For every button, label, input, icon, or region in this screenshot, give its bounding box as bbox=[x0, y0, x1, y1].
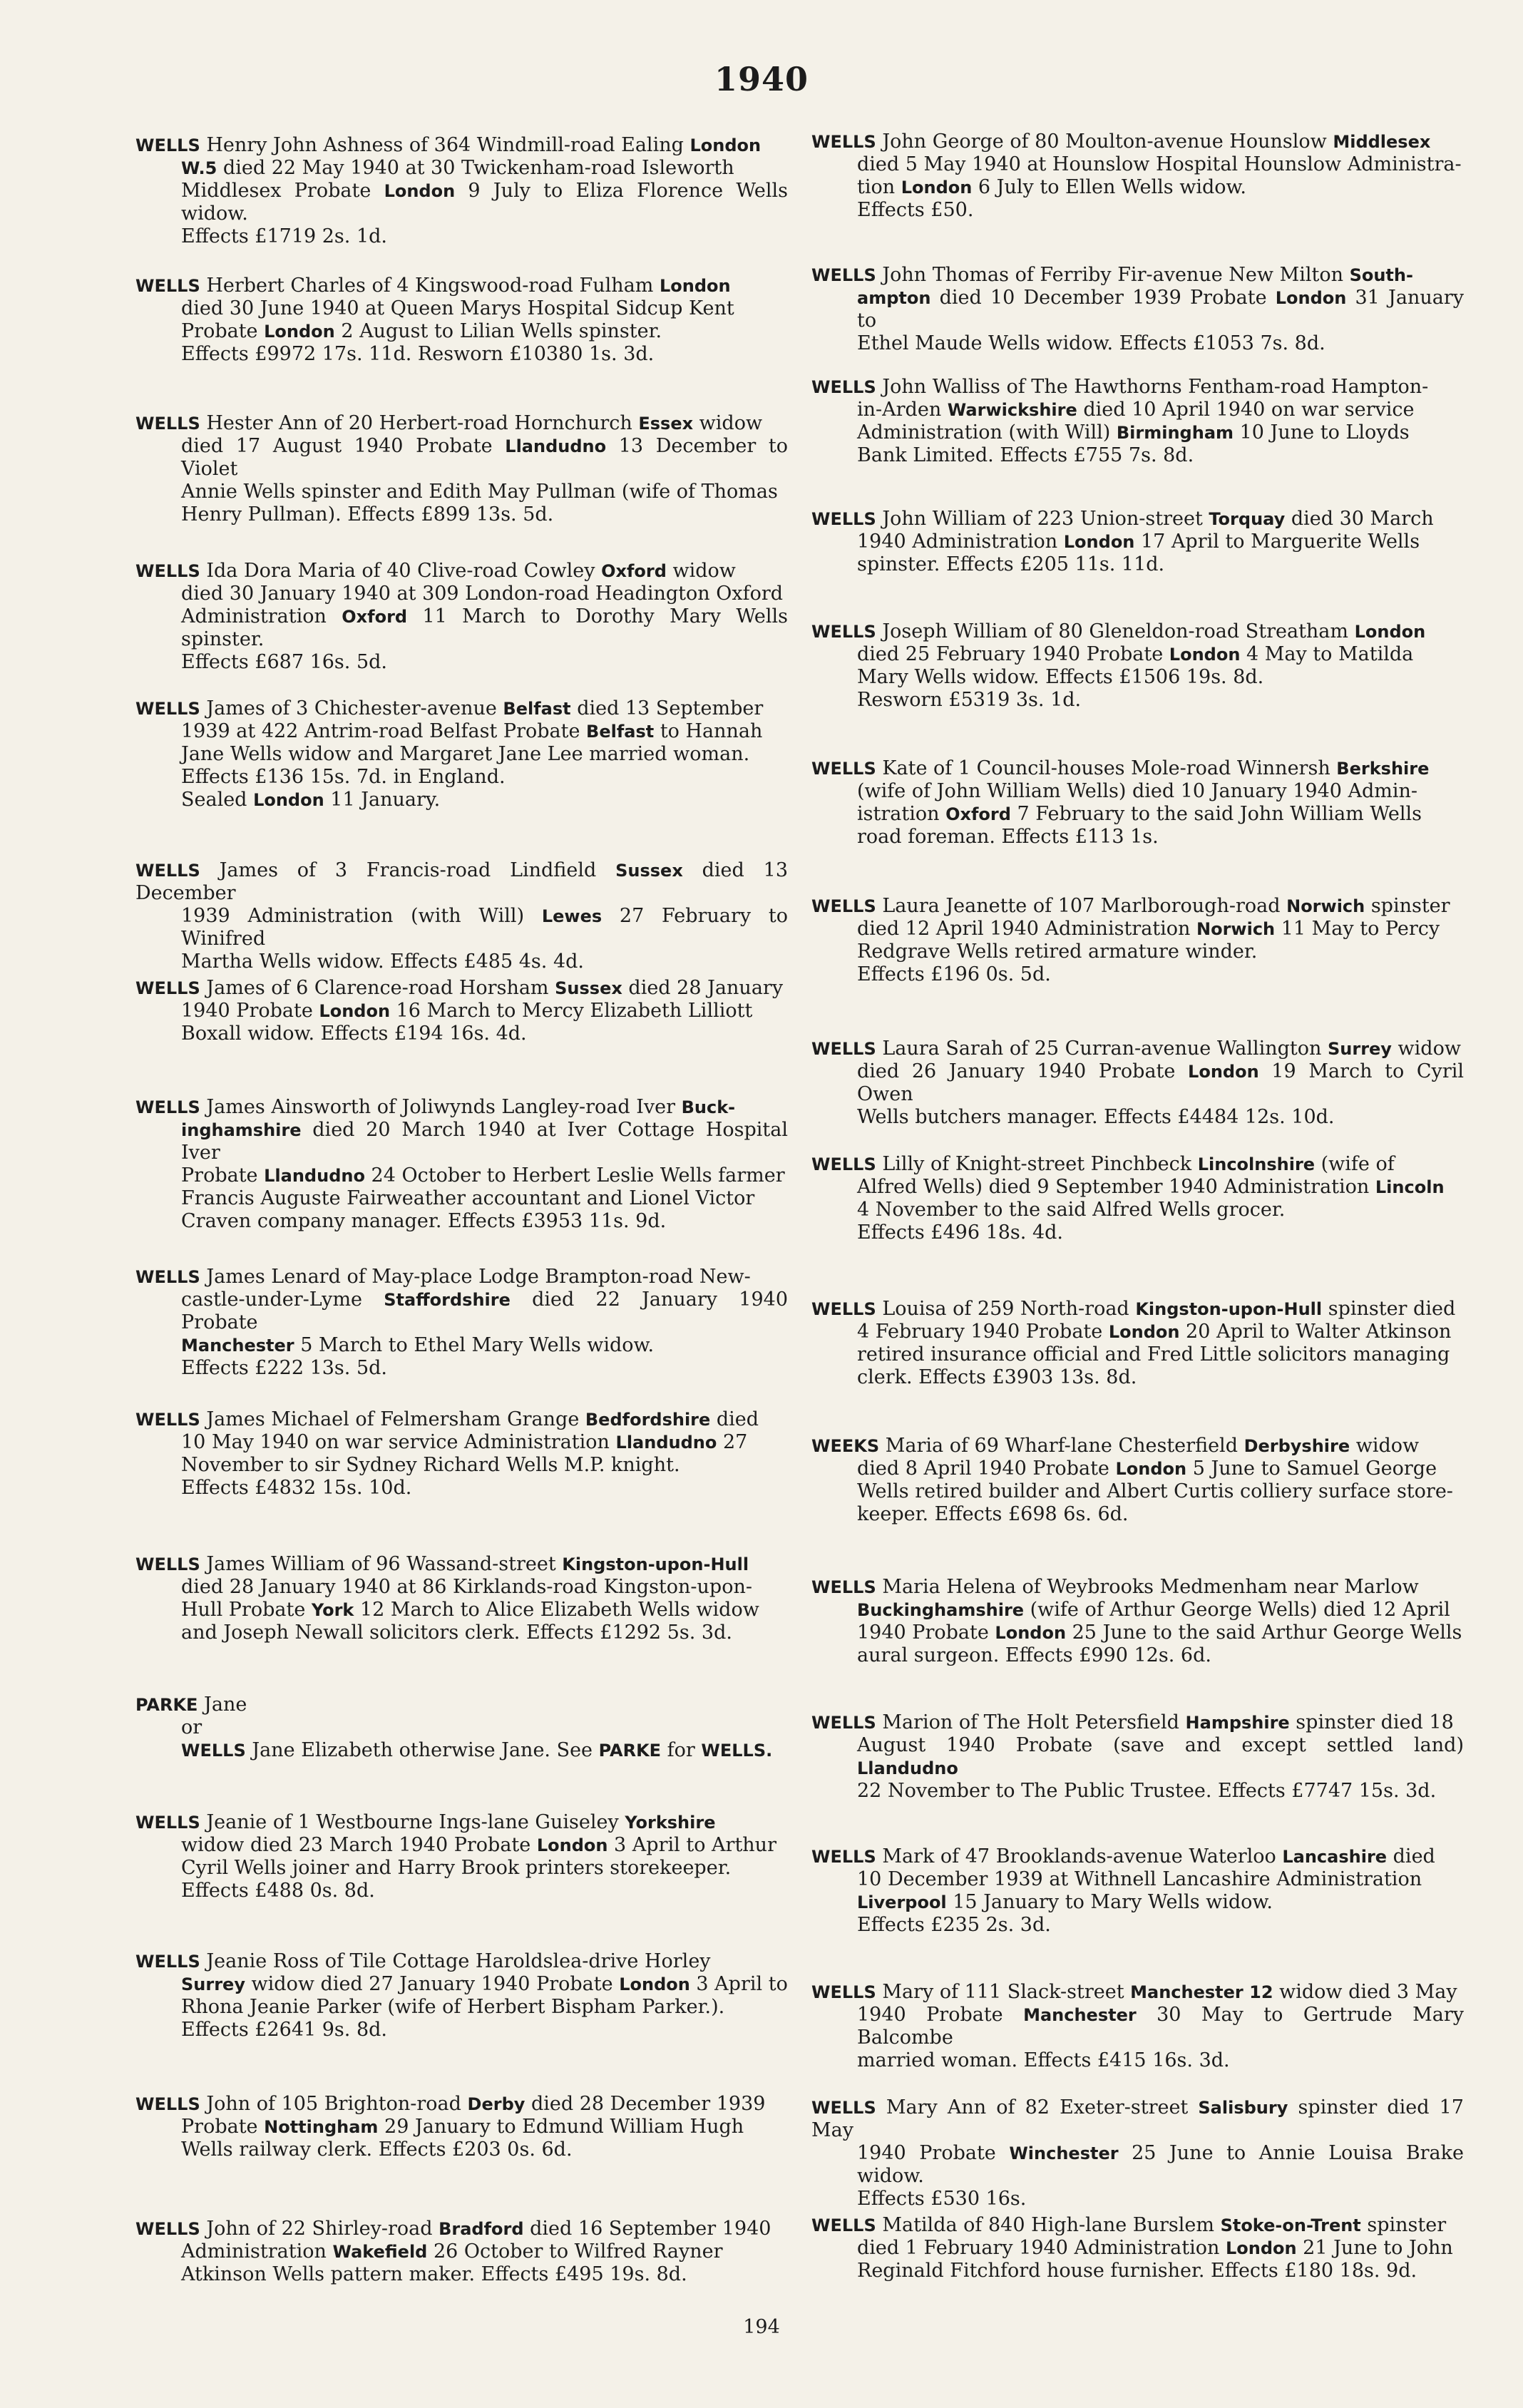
entry-line: WELLS Maria Helena of Weybrooks Medmenham near Marlow bbox=[811, 1576, 1419, 1598]
entry-line: Effects £9972 17s. 11d. Resworn £10380 1s. 3d. bbox=[181, 343, 655, 365]
entry-line: istration Oxford 7 February to the said John William Wells bbox=[857, 803, 1422, 825]
entry-line: died 25 February 1940 Probate London 4 May to Matilda bbox=[857, 643, 1414, 665]
entry-line: Liverpool 15 January to Mary Wells widow. bbox=[857, 1891, 1273, 1913]
entry-line: Craven company manager. Effects £3953 11s. 9d. bbox=[181, 1210, 667, 1232]
entry-line: Rhona Jeanie Parker (wife of Herbert Bispham Parker.). bbox=[181, 1996, 725, 2018]
entry-line: WELLS James Lenard of May-place Lodge Brampton-road New- bbox=[135, 1266, 751, 1288]
entry-line: Effects £1719 2s. 1d. bbox=[181, 225, 387, 247]
entry-line: spinster. Effects £205 11s. 11d. bbox=[857, 553, 1165, 575]
entry-line: WELLS James of 3 Francis-road Lindfield Sussex died 13 December bbox=[135, 859, 788, 904]
entry-line: aural surgeon. Effects £990 12s. 6d. bbox=[857, 1644, 1211, 1666]
entry-line: ampton died 10 December 1939 Probate London 31 January to bbox=[857, 287, 1464, 332]
entry-line: WELLS Kate of 1 Council-houses Mole-road Winnersh Berkshire bbox=[811, 757, 1430, 779]
entry-line: WELLS Lilly of Knight-street Pinchbeck Lincolnshire (wife of bbox=[811, 1153, 1395, 1175]
entry-line: 1940 Probate London 25 June to the said Arthur George Wells bbox=[857, 1621, 1462, 1644]
register-entry bbox=[811, 2214, 1464, 2283]
register-entry bbox=[135, 1950, 788, 2041]
entry-line: died 17 August 1940 Probate Llandudno 13 December to Violet bbox=[181, 435, 788, 480]
entry-line: Hull Probate York 12 March to Alice Elizabeth Wells widow bbox=[181, 1599, 759, 1621]
entry-line: or bbox=[181, 1716, 202, 1738]
entry-line: WELLS John Thomas of Ferriby Fir-avenue New Milton South- bbox=[811, 264, 1413, 286]
register-entry bbox=[811, 508, 1464, 576]
entry-line: died 1 February 1940 Administration London 21 June to John bbox=[857, 2237, 1453, 2259]
register-entry bbox=[135, 977, 788, 1045]
entry-line: Effects £222 13s. 5d. bbox=[181, 1357, 387, 1379]
entry-line: WELLS Mary of 111 Slack-street Manchester 12 widow died 3 May bbox=[811, 1981, 1457, 2003]
page-year-heading: 1940 bbox=[714, 60, 809, 98]
entry-line: road foreman. Effects £113 1s. bbox=[857, 826, 1159, 848]
register-entry bbox=[135, 560, 788, 674]
entry-line: WELLS Matilda of 840 High-lane Burslem Stoke-on-Trent spinster bbox=[811, 2214, 1447, 2236]
entry-line: Ethel Maude Wells widow. Effects £1053 7s. 8d. bbox=[857, 332, 1325, 354]
entry-line: castle-under-Lyme Staffordshire died 22 January 1940 Probate bbox=[181, 1288, 788, 1333]
entry-line: Probate Nottingham 29 January to Edmund William Hugh bbox=[181, 2116, 744, 2138]
register-entry bbox=[811, 620, 1464, 712]
register-entry bbox=[135, 2218, 788, 2286]
entry-line: Surrey widow died 27 January 1940 Probate London 3 April to bbox=[181, 1973, 788, 1995]
entry-line: died 8 April 1940 Probate London 5 June to Samuel George bbox=[857, 1457, 1437, 1480]
register-entry bbox=[811, 1153, 1464, 1244]
entry-line: tion London 6 July to Ellen Wells widow. bbox=[857, 176, 1247, 198]
register-entry bbox=[811, 264, 1464, 355]
entry-line: Sealed London 11 January. bbox=[181, 789, 441, 811]
entry-line: died 30 January 1940 at 309 London-road Headington Oxford bbox=[181, 583, 784, 605]
register-entry bbox=[135, 1553, 788, 1644]
entry-line: Bank Limited. Effects £755 7s. 8d. bbox=[857, 444, 1194, 466]
entry-line: 1940 Probate Winchester 25 June to Annie Louisa Brake widow. bbox=[857, 2142, 1464, 2187]
entry-line: November to sir Sydney Richard Wells M.P. knight. bbox=[181, 1454, 680, 1476]
entry-line: WELLS James William of 96 Wassand-street Kingston-upon-Hull bbox=[135, 1553, 749, 1575]
entry-line: WELLS Joseph William of 80 Gleneldon-road Streatham London bbox=[811, 620, 1426, 642]
register-entry bbox=[811, 1845, 1464, 1937]
entry-line: married woman. Effects £415 16s. 3d. bbox=[857, 2049, 1230, 2071]
register-entry bbox=[135, 2093, 788, 2161]
entry-line: and Joseph Newall solicitors clerk. Effects £1292 5s. 3d. bbox=[181, 1621, 732, 1644]
entry-line: Cyril Wells joiner and Harry Brook printers storekeeper. bbox=[181, 1857, 732, 1879]
entry-line: Redgrave Wells retired armature winder. bbox=[857, 941, 1258, 963]
entry-line: (wife of John William Wells) died 10 January 1940 Admin- bbox=[857, 780, 1418, 802]
entry-line: died 28 January 1940 at 86 Kirklands-road Kingston-upon- bbox=[181, 1576, 752, 1598]
register-entry bbox=[811, 1711, 1464, 1803]
entry-line: Administration Wakefield 26 October to Wilfred Rayner bbox=[181, 2240, 723, 2263]
register-entry bbox=[811, 895, 1464, 986]
entry-line: 10 December 1939 at Withnell Lancashire Administration bbox=[857, 1868, 1422, 1890]
entry-line: Atkinson Wells pattern maker. Effects £495 19s. 8d. bbox=[181, 2263, 687, 2285]
entry-line: Effects £50. bbox=[857, 199, 974, 221]
register-entry bbox=[135, 697, 788, 811]
entry-line: Probate London 2 August to Lilian Wells spinster. bbox=[181, 320, 662, 342]
entry-line: Martha Wells widow. Effects £485 4s. 4d. bbox=[181, 951, 584, 973]
entry-line: WELLS John of 22 Shirley-road Bradford died 16 September 1940 bbox=[135, 2218, 771, 2240]
entry-line: Effects £136 15s. 7d. in England. bbox=[181, 766, 506, 788]
register-entry bbox=[811, 1576, 1464, 1667]
register-entry bbox=[135, 1408, 788, 1500]
entry-line: WELLS John William of 223 Union-street Torquay died 30 March bbox=[811, 508, 1434, 530]
entry-line: Henry Pullman). Effects £899 13s. 5d. bbox=[181, 503, 554, 526]
entry-line: August 1940 Probate (save and except settled land) Llandudno bbox=[857, 1734, 1464, 1778]
register-entry bbox=[811, 376, 1464, 467]
entry-line: WEEKS Maria of 69 Wharf-lane Chesterfield Derbyshire widow bbox=[811, 1435, 1420, 1457]
entry-line: Annie Wells spinster and Edith May Pullman (wife of Thomas bbox=[181, 481, 778, 503]
register-entry bbox=[135, 1096, 788, 1233]
register-entry bbox=[811, 1298, 1464, 1389]
register-entry bbox=[811, 2096, 1464, 2210]
entry-line: WELLS Mary Ann of 82 Exeter-street Salisbury spinster died 17 May bbox=[811, 2096, 1464, 2141]
register-entry bbox=[811, 1981, 1464, 2072]
entry-line: WELLS Herbert Charles of 4 Kingswood-road Fulham London bbox=[135, 275, 731, 297]
entry-line: 22 November to The Public Trustee. Effects £7747 15s. 3d. bbox=[857, 1780, 1437, 1802]
entry-line: WELLS John of 105 Brighton-road Derby died 28 December 1939 bbox=[135, 2093, 766, 2115]
entry-line: Manchester 5 March to Ethel Mary Wells widow. bbox=[181, 1334, 655, 1356]
entry-line: WELLS Louisa of 259 North-road Kingston-upon-Hull spinster died bbox=[811, 1298, 1456, 1320]
register-entry bbox=[135, 134, 788, 248]
entry-line: WELLS Jeanie of 1 Westbourne Ings-lane Guiseley Yorkshire bbox=[135, 1811, 716, 1833]
entry-line: died 12 April 1940 Administration Norwich 11 May to Percy bbox=[857, 918, 1440, 940]
entry-line: died 26 January 1940 Probate London 19 March to Cyril Owen bbox=[857, 1060, 1464, 1105]
register-entry bbox=[135, 1811, 788, 1902]
register-entry bbox=[135, 412, 788, 526]
entry-line: Probate Llandudno 24 October to Herbert Leslie Wells farmer bbox=[181, 1164, 785, 1187]
entry-line: WELLS James of 6 Clarence-road Horsham Sussex died 28 January bbox=[135, 977, 784, 999]
entry-line: Wells butchers manager. Effects £4484 12s. 10d. bbox=[857, 1106, 1335, 1128]
entry-line: Effects £687 16s. 5d. bbox=[181, 651, 387, 673]
entry-line: 4 November to the said Alfred Wells grocer. bbox=[857, 1199, 1286, 1221]
entry-line: in-Arden Warwickshire died 10 April 1940 on war service bbox=[857, 399, 1415, 421]
entry-line: Effects £196 0s. 5d. bbox=[857, 963, 1051, 985]
entry-line: WELLS Marion of The Holt Petersfield Hampshire spinster died 18 bbox=[811, 1711, 1454, 1733]
entry-line: Administration (with Will) Birmingham 10 June to Lloyds bbox=[857, 421, 1410, 444]
register-entry bbox=[135, 1266, 788, 1380]
entry-line: WELLS John George of 80 Moulton-avenue Hounslow Middlesex bbox=[811, 130, 1431, 153]
register-entry bbox=[811, 757, 1464, 849]
entry-line: Effects £496 18s. 4d. bbox=[857, 1221, 1063, 1244]
entry-line: Wells railway clerk. Effects £203 0s. 6d. bbox=[181, 2138, 573, 2161]
entry-line: 4 February 1940 Probate London 20 April to Walter Atkinson bbox=[857, 1321, 1452, 1343]
entry-line: Reginald Fitchford house furnisher. Effects £180 18s. 9d. bbox=[857, 2260, 1417, 2282]
entry-line: widow died 23 March 1940 Probate London 3 April to Arthur bbox=[181, 1834, 776, 1856]
entry-line: 10 May 1940 on war service Administration Llandudno 27 bbox=[181, 1431, 748, 1453]
entry-line: died 5 May 1940 at Hounslow Hospital Hounslow Administra- bbox=[857, 153, 1462, 175]
entry-line: 1939 Administration (with Will) Lewes 27 February to Winifred bbox=[181, 905, 788, 950]
entry-line: Francis Auguste Fairweather accountant and Lionel Victor bbox=[181, 1187, 755, 1209]
entry-line: WELLS Laura Jeanette of 107 Marlborough-road Norwich spinster bbox=[811, 895, 1450, 917]
entry-line: W.5 died 22 May 1940 at 30 Twickenham-road Isleworth bbox=[181, 157, 734, 179]
entry-line: Mary Wells widow. Effects £1506 19s. 8d. bbox=[857, 666, 1264, 688]
entry-line: WELLS Laura Sarah of 25 Curran-avenue Wallington Surrey widow bbox=[811, 1038, 1461, 1060]
page-number: 194 bbox=[743, 2316, 780, 2338]
entry-line: Middlesex Probate London 9 July to Eliza Florence Wells widow. bbox=[181, 180, 788, 225]
entry-line: WELLS Henry John Ashness of 364 Windmill-road Ealing London bbox=[135, 134, 762, 156]
entry-line: WELLS Ida Dora Maria of 40 Clive-road Cowley Oxford widow bbox=[135, 560, 736, 582]
entry-line: Buckinghamshire (wife of Arthur George Wells) died 12 April bbox=[857, 1599, 1450, 1621]
entry-line: WELLS Hester Ann of 20 Herbert-road Hornchurch Essex widow bbox=[135, 412, 763, 434]
entry-line: WELLS Mark of 47 Brooklands-avenue Waterloo Lancashire died bbox=[811, 1845, 1435, 1868]
entry-line: Effects £235 2s. 3d. bbox=[857, 1914, 1051, 1936]
entry-line: PARKE Jane bbox=[135, 1694, 247, 1716]
entry-line: 1939 at 422 Antrim-road Belfast Probate Belfast to Hannah bbox=[181, 720, 763, 742]
entry-line: WELLS James of 3 Chichester-avenue Belfast died 13 September bbox=[135, 697, 764, 719]
entry-line: keeper. Effects £698 6s. 6d. bbox=[857, 1503, 1129, 1525]
entry-line: WELLS James Ainsworth of Joliwynds Langley-road Iver Buck- bbox=[135, 1096, 736, 1118]
entry-line: Effects £530 16s. bbox=[857, 2188, 1027, 2210]
entry-line: Effects £2641 9s. 8d. bbox=[181, 2019, 387, 2041]
register-entry bbox=[135, 859, 788, 973]
entry-line: 1940 Probate London 16 March to Mercy Elizabeth Lilliott bbox=[181, 1000, 753, 1022]
entry-line: Wells retired builder and Albert Curtis colliery surface store- bbox=[857, 1480, 1453, 1502]
entry-line: retired insurance official and Fred Little solicitors managing bbox=[857, 1343, 1450, 1366]
entry-line: died 30 June 1940 at Queen Marys Hospital Sidcup Kent bbox=[181, 297, 734, 319]
entry-line: Effects £4832 15s. 10d. bbox=[181, 1477, 412, 1499]
entry-line: Alfred Wells) died 9 September 1940 Administration Lincoln bbox=[857, 1176, 1445, 1198]
entry-line: inghamshire died 20 March 1940 at Iver Cottage Hospital Iver bbox=[181, 1119, 788, 1164]
entry-line: clerk. Effects £3903 13s. 8d. bbox=[857, 1366, 1137, 1388]
entry-line: 1940 Administration London 17 April to Marguerite Wells bbox=[857, 531, 1420, 553]
entry-line: Administration Oxford 11 March to Dorothy Mary Wells spinster. bbox=[181, 605, 788, 650]
entry-line: WELLS Jane Elizabeth otherwise Jane. See PARKE for WELLS. bbox=[181, 1739, 773, 1761]
register-entry bbox=[811, 1038, 1464, 1129]
entry-line: Boxall widow. Effects £194 16s. 4d. bbox=[181, 1023, 527, 1045]
entry-line: WELLS Jeanie Ross of Tile Cottage Haroldslea-drive Horley bbox=[135, 1950, 711, 1972]
register-entry bbox=[811, 1435, 1464, 1526]
entry-line: Effects £488 0s. 8d. bbox=[181, 1880, 375, 1902]
entry-line: Jane Wells widow and Margaret Jane Lee married woman. bbox=[181, 743, 750, 765]
register-entry bbox=[811, 130, 1464, 222]
entry-line: Resworn £5319 3s. 1d. bbox=[857, 689, 1082, 711]
register-entry bbox=[135, 275, 788, 366]
entry-line: 1940 Probate Manchester 30 May to Gertrude Mary Balcombe bbox=[857, 2004, 1464, 2049]
register-entry bbox=[135, 1694, 788, 1762]
entry-line: WELLS John Walliss of The Hawthorns Fentham-road Hampton- bbox=[811, 376, 1429, 398]
entry-line: WELLS James Michael of Felmersham Grange Bedfordshire died bbox=[135, 1408, 759, 1430]
